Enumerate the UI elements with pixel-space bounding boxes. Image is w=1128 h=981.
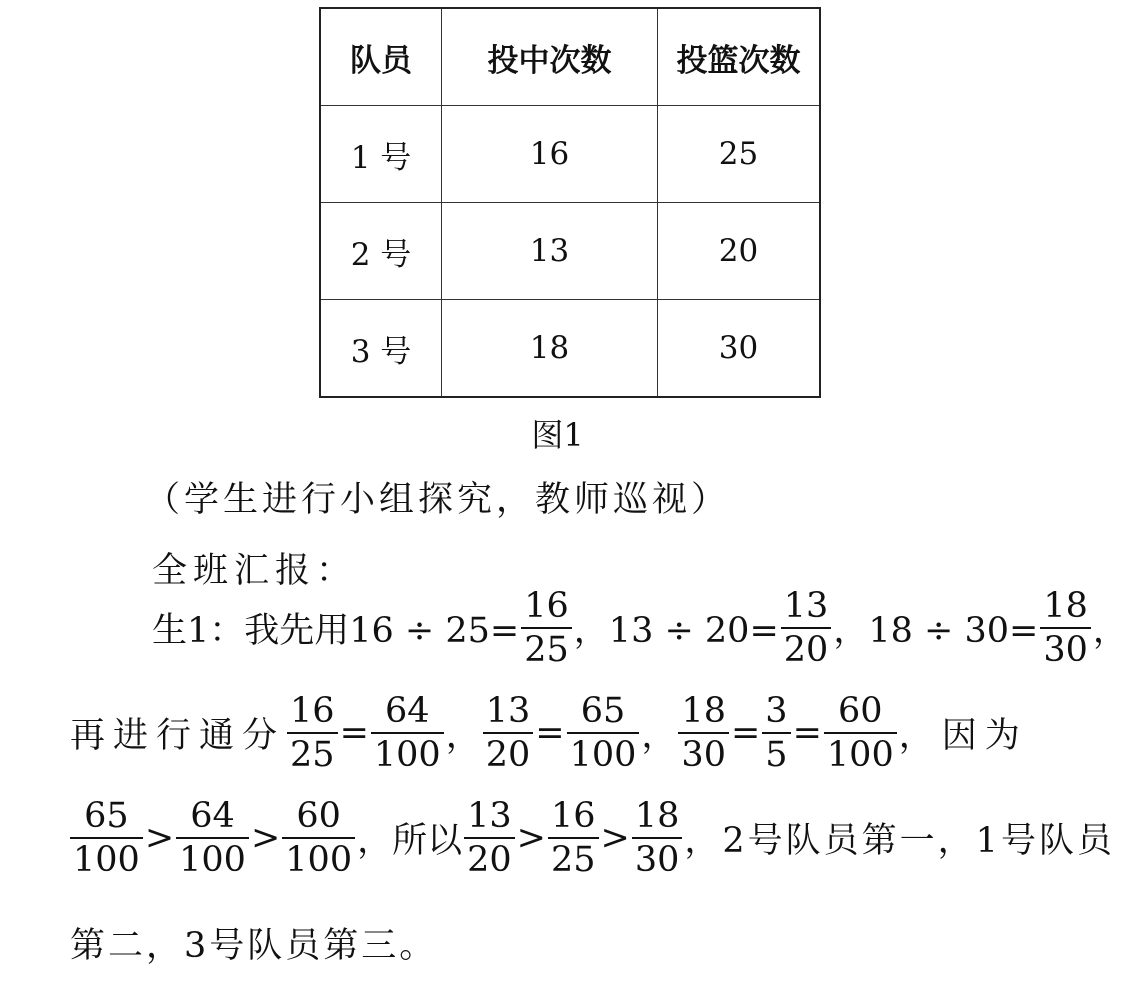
denominator: 100: [285, 840, 353, 880]
numerator: 65: [580, 691, 626, 731]
line1-end: ，: [1092, 611, 1128, 651]
denominator: 100: [179, 840, 246, 880]
denominator: 25: [550, 840, 596, 880]
cell-attempts: 20: [658, 203, 821, 300]
numerator: 16: [524, 586, 569, 626]
equation-line-3: [68, 795, 1115, 881]
line3-mid: ，所以: [357, 821, 463, 861]
numerator: 13: [485, 691, 531, 731]
cell-made: 13: [442, 203, 658, 300]
fraction: [371, 690, 444, 776]
cell-player: 3 号: [320, 300, 442, 398]
fraction: [521, 585, 572, 671]
numerator: 60: [838, 691, 883, 731]
separator: ，: [445, 716, 481, 756]
fraction: [762, 690, 790, 776]
line1-mid1: ，13 ÷ 20=: [573, 611, 779, 651]
denominator: 30: [634, 840, 680, 880]
denominator: 20: [783, 630, 829, 670]
fraction: [176, 795, 249, 881]
numerator: 16: [550, 796, 596, 836]
numerator: 13: [467, 796, 512, 836]
numerator: 65: [84, 796, 129, 836]
numerator: 64: [385, 691, 430, 731]
numerator: 18: [1043, 586, 1088, 626]
table-row: [320, 106, 820, 203]
fraction: [464, 795, 515, 881]
conclusion-line: 第二，3号队员第三。: [70, 926, 438, 966]
denominator: 30: [1043, 630, 1088, 670]
fraction: [678, 690, 729, 776]
fraction: [1040, 585, 1091, 671]
equation-line-1: [152, 585, 1128, 671]
fraction: [632, 795, 683, 881]
numerator: 18: [634, 796, 680, 836]
cell-attempts: 25: [658, 106, 821, 203]
shooting-stats-table: [319, 7, 821, 398]
denominator: 20: [485, 735, 531, 775]
fraction: [282, 795, 355, 881]
numerator: 18: [681, 691, 726, 731]
line2-end: ，因为: [898, 716, 1028, 756]
table-header-row: [320, 8, 820, 106]
cell-made: 16: [442, 106, 658, 203]
line3-end: ，2号队员第一，1号队员: [684, 821, 1115, 861]
cell-player: 2 号: [320, 203, 442, 300]
equals-sign: =: [792, 713, 822, 753]
fraction: [567, 690, 640, 776]
paragraph-report: 全班汇报：: [152, 551, 358, 591]
fraction: [287, 690, 338, 776]
denominator: 100: [373, 735, 441, 775]
header-made: 投中次数: [442, 8, 658, 106]
equals-sign: =: [535, 713, 565, 753]
header-attempts: 投篮次数: [658, 8, 821, 106]
equals-sign: =: [730, 713, 761, 753]
greater-than-sign: >: [600, 818, 630, 858]
denominator: 25: [290, 735, 335, 775]
paragraph-activity: （学生进行小组探究，教师巡视）: [145, 480, 731, 520]
figure-caption: 图1: [531, 416, 584, 454]
separator: ，: [641, 716, 677, 756]
numerator: 64: [190, 796, 235, 836]
numerator: 16: [290, 691, 335, 731]
line1-prefix: 生1：我先用16 ÷ 25=: [152, 611, 520, 651]
cell-attempts: 30: [658, 300, 821, 398]
fraction: [781, 585, 832, 671]
table-row: [320, 203, 820, 300]
fraction: [70, 795, 143, 881]
denominator: 20: [467, 840, 512, 880]
denominator: 100: [569, 735, 637, 775]
greater-than-sign: >: [250, 818, 281, 858]
fraction: [824, 690, 897, 776]
fraction: [548, 795, 599, 881]
header-player: 队员: [320, 8, 442, 106]
denominator: 5: [765, 735, 788, 775]
equation-line-2: [70, 690, 1028, 776]
numerator: 13: [783, 586, 829, 626]
denominator: 100: [73, 840, 140, 880]
line1-mid2: ，18 ÷ 30=: [833, 611, 1039, 651]
cell-player: 1 号: [320, 106, 442, 203]
cell-made: 18: [442, 300, 658, 398]
fraction: [483, 690, 534, 776]
numerator: 60: [296, 796, 341, 836]
denominator: 100: [826, 735, 894, 775]
greater-than-sign: >: [144, 818, 175, 858]
denominator: 25: [524, 630, 569, 670]
line2-prefix: 再进行通分: [70, 716, 286, 756]
denominator: 30: [681, 735, 726, 775]
numerator: 3: [765, 691, 788, 731]
table-row: [320, 300, 820, 398]
greater-than-sign: >: [516, 818, 546, 858]
equals-sign: =: [339, 713, 369, 753]
